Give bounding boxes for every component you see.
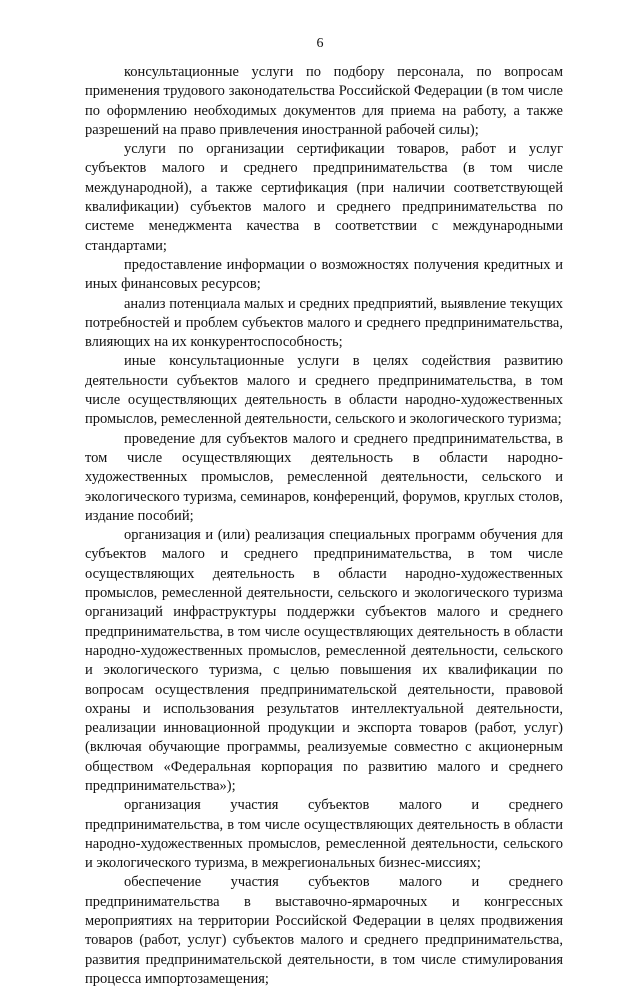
page-number: 6	[316, 36, 324, 51]
paragraph: иные консультационные услуги в целях содействия развитию деятельности субъектов малого и среднего предпринимательства, в том числе осуществляющих деятельность в области народно-художественных промыслов, ремесленной деятельности, сельского и экологического туризма;	[85, 353, 563, 428]
paragraph: анализ потенциала малых и средних предприятий, выявление текущих потребностей и проблем субъектов малого и среднего предпринимательства, влияющих на их конкурентоспособность;	[85, 295, 563, 351]
paragraph: организация участия субъектов малого и среднего предпринимательства, в том числе осуществляющих деятельность в области народно-художественных промыслов, ремесленной деятельности, сельского и экологического туризма, в межрегиональных бизнес-миссиях;	[85, 797, 563, 872]
paragraph: консультационные услуги по подбору персонала, по вопросам применения трудового законодательства Российской Федерации (в том числе по оформлению необходимых документов для приема на работу, а также разрешений на право привлечения иностранной рабочей силы);	[85, 64, 563, 138]
paragraph: проведение для субъектов малого и среднего предпринимательства, в том числе осуществляющих деятельность в области народно-художественных промыслов, ремесленной деятельности, сельского и экологического туризма, семинаров, конференций, форумов, круглых столов, издание пособий;	[85, 430, 563, 524]
paragraph: услуги по организации сертификации товаров, работ и услуг субъектов малого и среднего предпринимательства (в том числе международной), а также сертификация (при наличии соответствующей квалификации) субъектов малого и среднего предпринимательства по системе менеджмента качества в соответствии с международными стандартами;	[85, 141, 563, 254]
paragraph: предоставление информации о возможностях получения кредитных и иных финансовых ресурсов;	[85, 256, 563, 293]
paragraph: организация и (или) реализация специальных программ обучения для субъектов малого и среднего предпринимательства, в том числе осуществляющих деятельность в области народно-художественных промыслов, ремесленной деятельности, сельского и экологического туризма организаций инфраструктуры поддержки субъектов малого и среднего предпринимательства, в том числе осуществляющих деятельность в области народно-художественных промыслов, ремесленной деятельности, сельского и экологического туризма, с целью повышения их квалификации по вопросам осуществления предпринимательской деятельности, правовой охраны и использования результатов интеллектуальной деятельности, реализации инновационной продукции и экспорта товаров (работ, услуг) (включая обучающие программы, реализуемые совместно с акционерным обществом «Федеральная корпорация по развитию малого и среднего предпринимательства»);	[85, 527, 563, 794]
body-text	[85, 63, 563, 989]
paragraph: обеспечение участия субъектов малого и среднего предпринимательства в выставочно-ярмарочных и конгрессных мероприятиях на территории Российской Федерации в целях продвижения товаров (работ, услуг) субъектов малого и среднего предпринимательства, развития предпринимательской деятельности, в том числе стимулирования процесса импортозамещения;	[85, 874, 563, 987]
